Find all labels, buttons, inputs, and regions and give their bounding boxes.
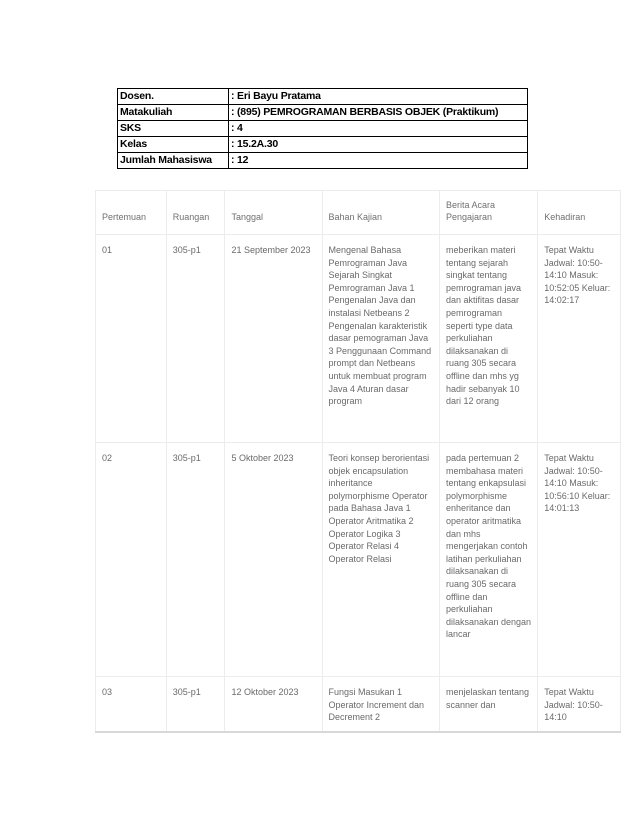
info-label: Dosen. (118, 89, 229, 105)
cell-ruangan: 305-p1 (166, 677, 225, 732)
info-row-sks (118, 121, 528, 137)
cell-kehadiran: Tepat Waktu Jadwal: 10:50-14:10 (538, 677, 621, 732)
course-info-table (117, 88, 528, 169)
cell-tanggal: 12 Oktober 2023 (225, 677, 322, 732)
cell-kehadiran: Tepat Waktu Jadwal: 10:50-14:10 Masuk: 10:52:05 Keluar: 14:02:17 (538, 235, 621, 443)
info-value: : 4 (229, 121, 528, 137)
attendance-table (95, 190, 621, 733)
info-row-jumlah-mahasiswa (118, 153, 528, 169)
cell-tanggal: 21 September 2023 (225, 235, 322, 443)
info-label: SKS (118, 121, 229, 137)
cell-kehadiran: Tepat Waktu Jadwal: 10:50-14:10 Masuk: 10:56:10 Keluar: 14:01:13 (538, 443, 621, 677)
cell-berita-acara: meberikan materi tentang sejarah singkat tentang pemrograman java dan aktifitas dasar pemrograman seperti type data perkuliahan dilaksanakan di ruang 305 secara offline dan mhs yg hadir sebanyak 10 dari 12 orang (439, 235, 537, 443)
header-berita-acara: Berita Acara Pengajaran (439, 191, 537, 235)
cell-ruangan: 305-p1 (166, 235, 225, 443)
info-value: : 12 (229, 153, 528, 169)
cell-bahan-kajian: Teori konsep berorientasi objek encapsulation inheritance polymorphisme Operator pada Bahasa Java 1 Operator Aritmatika 2 Operator Logika 3 Operator Relasi 4 Operator Relasi (322, 443, 439, 677)
cell-berita-acara: pada pertemuan 2 membahasa materi tentang enkapsulasi polymorphisme enheritance dan operator aritmatika dan mhs mengerjakan contoh latihan perkuliahan dilaksanakan di ruang 305 secara offline dan perkuliahan dilaksanakan dengan lancar (439, 443, 537, 677)
cell-bahan-kajian: Mengenal Bahasa Pemrograman Java Sejarah Singkat Pemrograman Java 1 Pengenalan Java dan instalasi Netbeans 2 Pengenalan karakteristik dasar pemograman Java 3 Penggunaan Command prompt dan Netbeans untuk membuat program Java 4 Aturan dasar program (322, 235, 439, 443)
cell-ruangan: 305-p1 (166, 443, 225, 677)
header-tanggal: Tanggal (225, 191, 322, 235)
info-row-kelas (118, 137, 528, 153)
info-label: Kelas (118, 137, 229, 153)
info-label: Jumlah Mahasiswa (118, 153, 229, 169)
table-row (96, 443, 621, 677)
info-label: Matakuliah (118, 105, 229, 121)
table-row (96, 235, 621, 443)
table-row (96, 677, 621, 732)
info-row-dosen (118, 89, 528, 105)
info-value: : (895) PEMROGRAMAN BERBASIS OBJEK (Praktikum) (229, 105, 528, 121)
cell-pertemuan: 02 (96, 443, 167, 677)
info-value: : Eri Bayu Pratama (229, 89, 528, 105)
cell-berita-acara: menjelaskan tentang scanner dan (439, 677, 537, 732)
header-kehadiran: Kehadiran (538, 191, 621, 235)
info-row-matakuliah (118, 105, 528, 121)
cell-pertemuan: 01 (96, 235, 167, 443)
table-header-row (96, 191, 621, 235)
cell-tanggal: 5 Oktober 2023 (225, 443, 322, 677)
header-pertemuan: Pertemuan (96, 191, 167, 235)
cell-pertemuan: 03 (96, 677, 167, 732)
header-bahan-kajian: Bahan Kajian (322, 191, 439, 235)
info-value: : 15.2A.30 (229, 137, 528, 153)
cell-bahan-kajian: Fungsi Masukan 1 Operator Increment dan Decrement 2 (322, 677, 439, 732)
header-ruangan: Ruangan (166, 191, 225, 235)
